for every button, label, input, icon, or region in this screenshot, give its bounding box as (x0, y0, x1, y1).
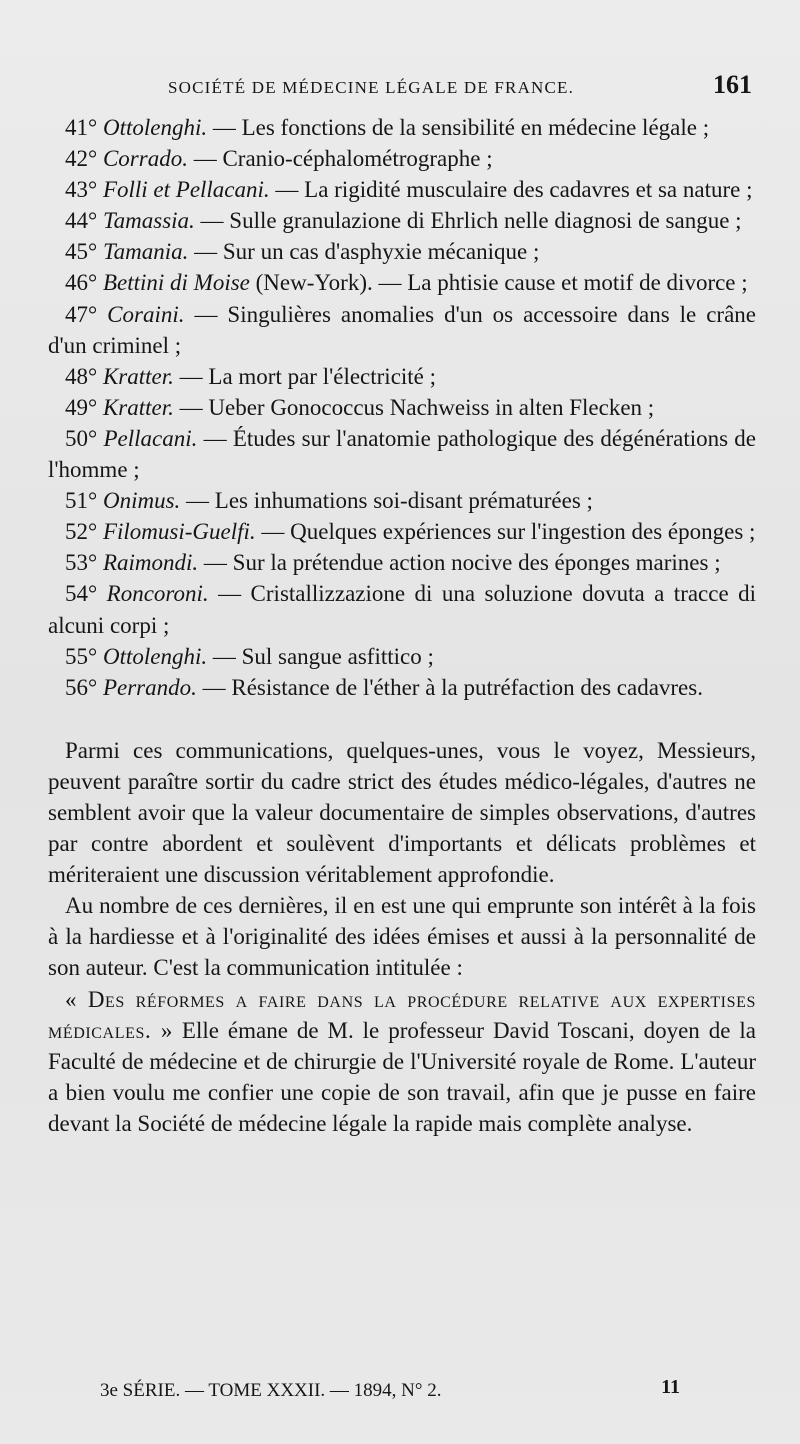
entry-author: Coraini. (107, 301, 185, 327)
entry-title: — Cranio-céphalométrographe ; (193, 146, 493, 172)
entry-number: 48° (65, 363, 98, 389)
entry-number: 53° (65, 550, 98, 576)
entry-number: 51° (65, 488, 98, 514)
entry-number: 56° (65, 674, 98, 700)
list-item (48, 578, 756, 640)
entry-title: — Sulle granulazione di Ehrlich nelle diagnosi de sangue ; (200, 208, 742, 234)
entry-author: Roncoroni. (106, 581, 209, 607)
entry-number: 45° (65, 239, 98, 265)
entry-title: — Quelques expériences sur l'ingestion des éponges ; (261, 519, 756, 545)
list-item (48, 392, 756, 423)
sheet-number: 11 (661, 1376, 680, 1398)
entry-author: Tamania. (102, 239, 189, 265)
list-item (48, 516, 756, 547)
entry-title: — La mort par l'électricité ; (179, 363, 437, 389)
entry-title: — Ueber Gonococcus Nachweiss in alten Flecken ; (179, 394, 655, 420)
entry-number: 55° (65, 643, 98, 669)
entry-author: Kratter. (102, 394, 174, 420)
entry-author: Filomusi-Guelfi. (102, 519, 256, 545)
entry-title: — Sur un cas d'asphyxie mécanique ; (194, 239, 540, 265)
entry-author: Kratter. (102, 363, 174, 389)
entry-author: Raimondi. (102, 550, 199, 576)
entry-number: 43° (65, 177, 98, 203)
entry-author: Corrado. (102, 146, 188, 172)
entry-number: 47° (65, 301, 98, 327)
entry-author: Perrando. (102, 674, 197, 700)
paragraph-1: Parmi ces communications, quelques-unes, vous le voyez, Messieurs, peuvent paraître sortir du cadre strict des études médico-légales, d'autres ne semblent avoir que la valeur documentaire de simples observations, d'autres par contre abordent et soulèvent d'importants et délicats problèmes et mériteraient une discussion véritablement approfondie. (48, 737, 756, 888)
list-item (48, 672, 756, 703)
page-footer (100, 1376, 680, 1406)
entry-title: — Résistance de l'éther à la putréfaction des cadavres. (202, 674, 703, 700)
paragraph-3 (48, 984, 756, 1139)
entry-number: 52° (65, 519, 98, 545)
entry-number: 54° (65, 581, 98, 607)
page-header (48, 70, 758, 106)
signature-line: 3e SÉRIE. — TOME XXXII. — 1894, N° 2. (100, 1380, 442, 1401)
list-item (48, 143, 756, 174)
entry-number: 46° (65, 270, 98, 296)
list-item (48, 299, 756, 361)
entry-author: Ottolenghi. (102, 643, 208, 669)
list-item (48, 205, 756, 236)
entry-title: — Singulières anomalies d'un os accessoire dans le crâne d'un criminel ; (48, 301, 757, 358)
entry-number: 50° (65, 425, 98, 451)
entry-title: — Études sur l'anatomie pathologique des dégénérations de l'homme ; (48, 425, 757, 483)
entry-number: 41° (65, 115, 98, 140)
entry-title: — Sur la prétendue action nocive des éponges marines ; (203, 550, 721, 576)
paragraph-2: Au nombre de ces dernières, il en est une qui emprunte son intérêt à la fois à la hardiesse et à l'originalité des idées émises et aussi à la personnalité de son auteur. C'est la communication intitulée : (48, 893, 756, 981)
list-item (48, 423, 756, 485)
entry-author: Ottolenghi. (102, 115, 208, 140)
running-title: SOCIÉTÉ DE MÉDECINE LÉGALE DE FRANCE. (168, 78, 575, 97)
entry-title: — Les fonctions de la sensibilité en médecine légale ; (212, 115, 710, 140)
list-item (48, 641, 756, 672)
body-text (48, 112, 756, 1139)
entry-author: Bettini di Moise (102, 270, 250, 296)
entry-title: — Cristallizzazione di una soluzione dovuta a tracce di alcuni corpi ; (48, 581, 757, 638)
entry-author: Onimus. (102, 488, 181, 514)
entry-number: 49° (65, 394, 98, 420)
entry-author: Folli et Pellacani. (102, 177, 270, 203)
paragraph-3-text: Elle émane de M. le professeur David Toscani, doyen de la Faculté de médecine et de chirurgie de l'Université royale de Rome. L'auteur a bien voulu me confier une copie de son travail, afin que je pusse en faire devant la Société de médecine légale la rapide mais complète analyse. (48, 1017, 756, 1136)
list-item (48, 547, 756, 578)
list-item (48, 267, 756, 298)
entry-number: 44° (65, 208, 98, 234)
communication-list (48, 112, 756, 703)
entry-title: — La rigidité musculaire des cadavres et sa nature ; (275, 177, 753, 203)
list-item (48, 112, 756, 143)
page-number: 161 (713, 70, 752, 99)
entry-title: (New-York). — La phtisie cause et motif de divorce ; (255, 270, 748, 296)
entry-title: — Sul sangue asfittico ; (212, 643, 434, 669)
communication-title: « Des réformes a faire dans la procédure relative aux expertises médicales. » (48, 986, 756, 1043)
entry-number: 42° (65, 146, 98, 172)
list-item (48, 174, 756, 205)
list-item (48, 361, 756, 392)
entry-author: Pellacani. (103, 425, 198, 451)
list-item (48, 485, 756, 516)
entry-title: — Les inhumations soi-disant prématurées ; (186, 488, 593, 514)
entry-author: Tamassia. (102, 208, 195, 234)
list-item (48, 236, 756, 267)
